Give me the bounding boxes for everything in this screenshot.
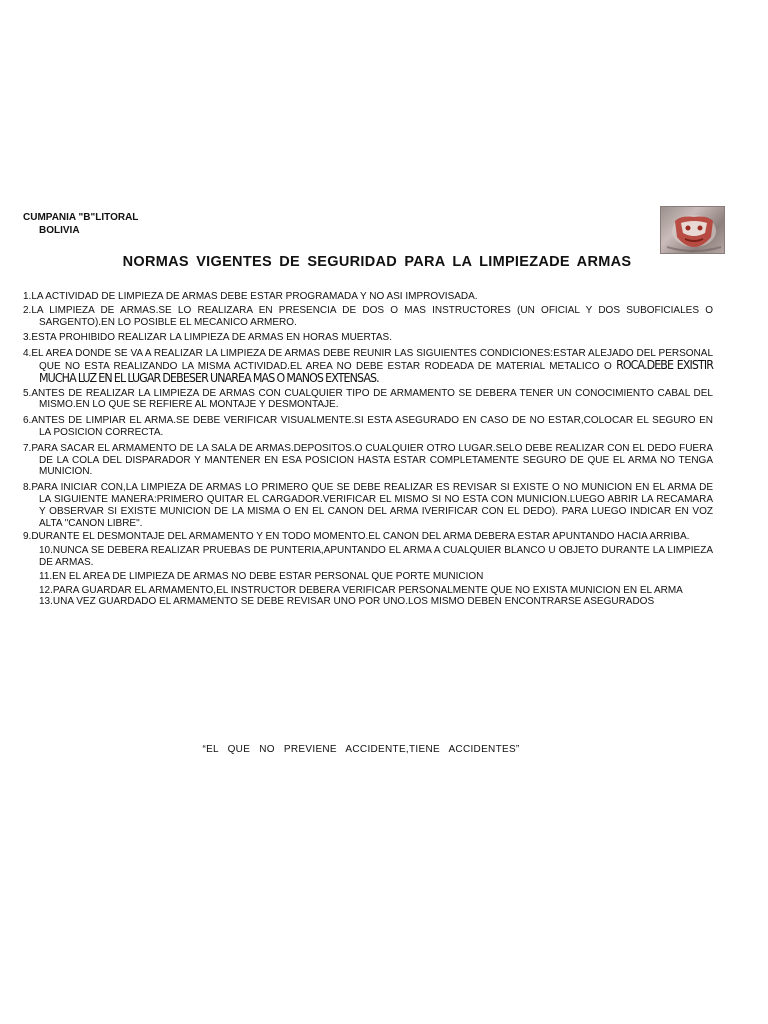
rule-item: 11.EN EL AREA DE LIMPIEZA DE ARMAS NO DEBE ESTAR PERSONAL QUE PORTE MUNICION bbox=[39, 570, 484, 582]
org-name: CUMPANIA "B"LITORAL bbox=[23, 212, 139, 223]
rule-item bbox=[23, 348, 713, 385]
rule-item: 8.PARA INICIAR CON,LA LIMPIEZA DE ARMAS LO PRIMERO QUE SE DEBE REALIZAR ES REVISAR SI EXISTE O NO MUNICION EN EL ARMA DE LA SIGUIENTE MANERA:PRIMERO QUITAR EL CARGADOR.VERIFICAR EL MISMO SI NO ESTA CON MUNICION.LUEGO ABRIR LA RECAMARA Y OBSERVAR SI EXISTE MUNICION DE LA MISMA O EN EL CANON DEL ARMA IVERIFICAR CON EL DEDO). PARA LUEGO INDICAR EN VOZ ALTA "CANON LIBRE". bbox=[23, 482, 713, 529]
safety-motto: “EL QUE NO PREVIENE ACCIDENTE,TIENE ACCIDENTES” bbox=[202, 744, 520, 755]
rule-item: 3.ESTA PROHIBIDO REALIZAR LA LIMPIEZA DE ARMAS EN HORAS MUERTAS. bbox=[23, 332, 392, 344]
rule-item: 12.PARA GUARDAR EL ARMAMENTO,EL INSTRUCTOR DEBERA VERIFICAR PERSONALMENTE QUE NO EXISTA MUNICION EN EL ARMA bbox=[39, 584, 683, 596]
rule-item: 2.LA LIMPIEZA DE ARMAS.SE LO REALIZARA EN PRESENCIA DE DOS O MAS INSTRUCTORES (UN OFICIAL Y DOS SUBOFICIALES O SARGENTO).EN LO POSIBLE EL MECANICO ARMERO. bbox=[23, 304, 713, 328]
rule-item: 9.DURANTE EL DESMONTAJE DEL ARMAMENTO Y EN TODO MOMENTO.EL CANON DEL ARMA DEBERA ESTAR APUNTANDO HACIA ARRIBA. bbox=[23, 531, 690, 543]
org-country: BOLIVIA bbox=[39, 225, 80, 236]
organization-header bbox=[23, 211, 138, 237]
rule-text-large: ROCA.DEBE EXISTIR MUCHA LUZ EN EL LUGAR DEBESER UNAREA MAS O MANOS EXTENSAS. bbox=[39, 357, 713, 385]
crest-emblem-icon bbox=[660, 206, 725, 254]
rule-item: 13.UNA VEZ GUARDADO EL ARMAMENTO SE DEBE REVISAR UNO POR UNO.LOS MISMO DEBEN ENCONTRARSE ASEGURADOS bbox=[39, 596, 655, 608]
rules-list bbox=[23, 291, 713, 608]
document-title: NORMAS VIGENTES DE SEGURIDAD PARA LA LIMPIEZADE ARMAS bbox=[122, 254, 632, 270]
rule-text: 4.EL AREA DONDE SE VA A REALIZAR LA LIMPIEZA DE ARMAS DEBE REUNIR LAS SIGUIENTES CONDICIONES:ESTAR ALEJADO DEL PERSONAL QUE NO ESTA REALIZANDO LA MISMA ACTIVIDAD.EL AREA NO DEBE ESTAR RODEADA DE MATERIAL METALICO O bbox=[23, 348, 713, 372]
rule-item: 6.ANTES DE LIMPIAR EL ARMA.SE DEBE VERIFICAR VISUALMENTE.SI ESTA ASEGURADO EN CASO DE NO ESTAR,COLOCAR EL SEGURO EN LA POSICION CORRECTA. bbox=[23, 415, 713, 438]
rule-item: 1.LA ACTIVIDAD DE LIMPIEZA DE ARMAS DEBE ESTAR PROGRAMADA Y NO ASI IMPROVISADA. bbox=[23, 291, 478, 302]
rule-item: 10.NUNCA SE DEBERA REALIZAR PRUEBAS DE PUNTERIA,APUNTANDO EL ARMA A CUALQUIER BLANCO U OBJETO DURANTE LA LIMPIEZA DE ARMAS. bbox=[39, 545, 713, 568]
rule-item: 7.PARA SACAR EL ARMAMENTO DE LA SALA DE ARMAS.DEPOSITOS.O CUALQUIER OTRO LUGAR.SELO DEBE REALIZAR CON EL DEDO FUERA DE LA COLA DEL DISPARADOR Y MANTENER EN ESA POSICION HASTA ESTAR COMPLETAMENTE SEGURO DE QUE EL ARMA NO TENGA MUNICION. bbox=[23, 442, 713, 478]
rule-item: 5.ANTES DE REALIZAR LA LIMPIEZA DE ARMAS CON CUALQUIER TIPO DE ARMAMENTO SE DEBERA TENER UN CONOCIMIENTO CABAL DEL MISMO.EN LO QUE SE REFIERE AL MONTAJE Y DESMONTAJE. bbox=[23, 387, 713, 411]
crest-emblem-graphic bbox=[661, 207, 725, 254]
